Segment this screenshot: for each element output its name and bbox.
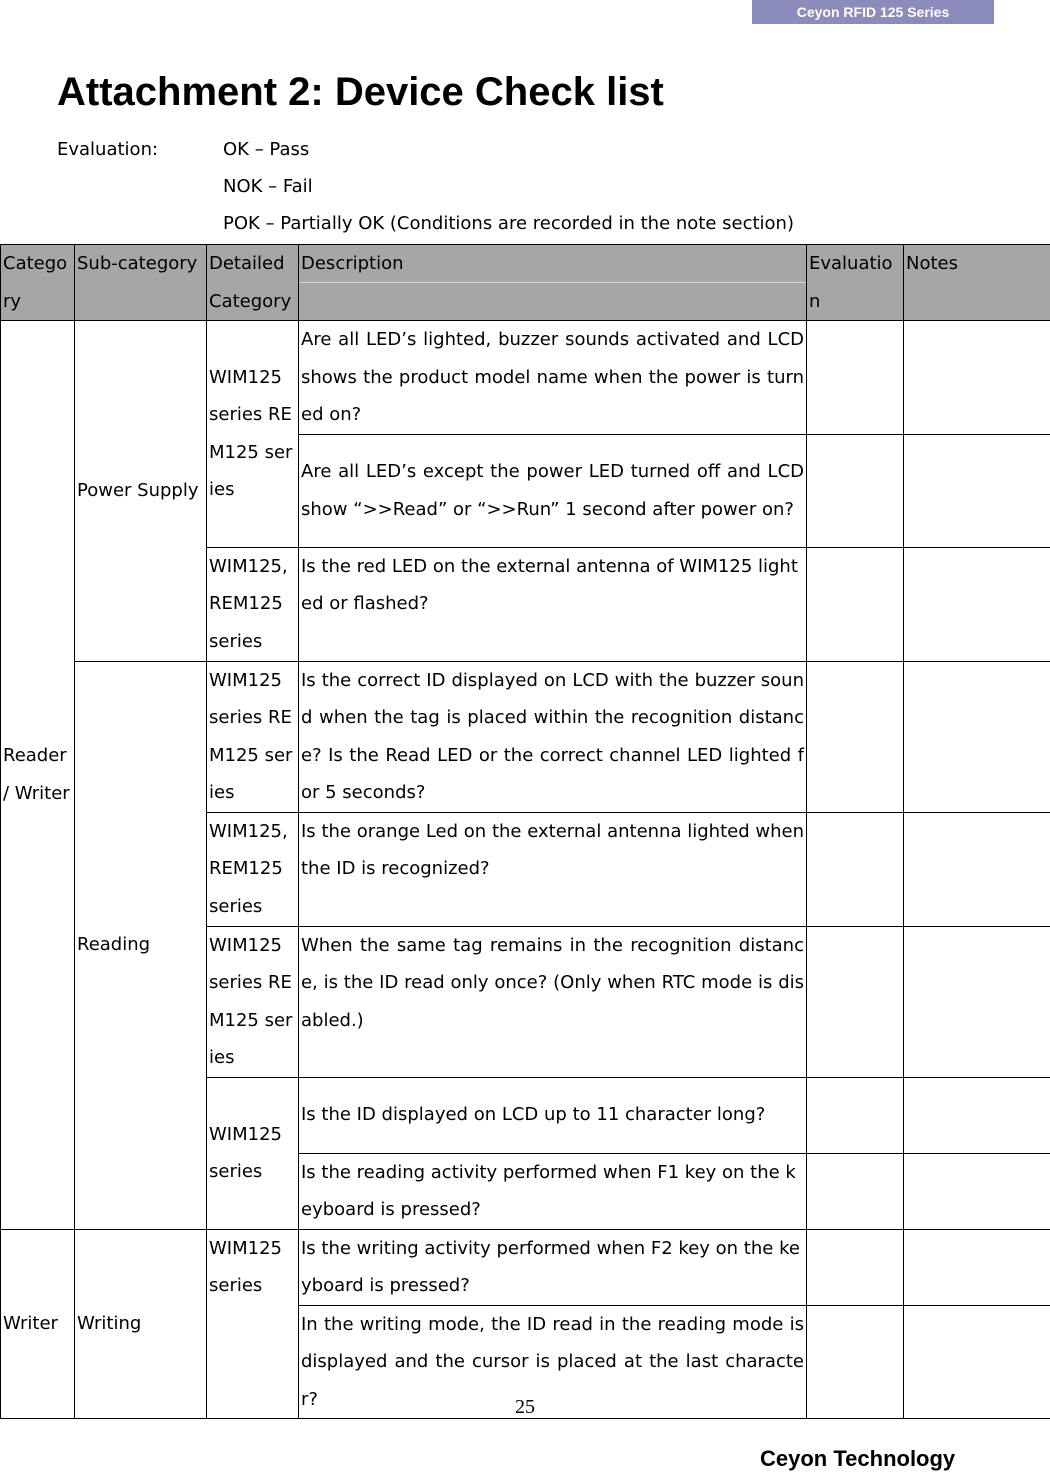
subcategory-cell: Writing — [75, 1229, 207, 1419]
detailed-category-cell: WIM125, REM125 series — [207, 547, 299, 661]
evaluation-cell[interactable] — [807, 926, 904, 1077]
description-cell: Are all LED’s lighted, buzzer sounds activated and LCD shows the product model name when the power is turned on? — [299, 321, 807, 435]
detailed-category-cell: WIM125 series REM125 series — [207, 321, 299, 548]
header-description — [299, 245, 807, 321]
evaluation-cell[interactable] — [807, 434, 904, 547]
device-check-table — [0, 244, 1050, 1419]
evaluation-cell[interactable] — [807, 812, 904, 926]
description-cell: Is the orange Led on the external antenna lighted when the ID is recognized? — [299, 812, 807, 926]
detailed-category-cell: WIM125 series — [207, 1077, 299, 1229]
table-row — [1, 661, 1050, 812]
detailed-category-cell: WIM125, REM125 series — [207, 812, 299, 926]
evaluation-pok: POK – Partially OK (Conditions are recorded in the note section) — [223, 213, 794, 234]
evaluation-label: Evaluation: — [57, 139, 159, 160]
notes-cell[interactable] — [904, 1077, 1050, 1153]
category-cell: Reader / Writer — [1, 321, 75, 1230]
page-number: 25 — [515, 1396, 535, 1418]
evaluation-cell[interactable] — [807, 547, 904, 661]
description-cell: Is the writing activity performed when F2 key on the keyboard is pressed? — [299, 1229, 807, 1305]
evaluation-cell[interactable] — [807, 321, 904, 435]
page-title: Attachment 2: Device Check list — [57, 70, 664, 114]
header-evaluation: Evaluation — [807, 245, 904, 321]
evaluation-nok: NOK – Fail — [223, 176, 313, 197]
description-cell: Is the red LED on the external antenna of WIM125 lighted or flashed? — [299, 547, 807, 661]
header-description-label: Description — [299, 245, 806, 283]
notes-cell[interactable] — [904, 434, 1050, 547]
detailed-category-cell: WIM125 series REM125 series — [207, 926, 299, 1077]
evaluation-cell[interactable] — [807, 1153, 904, 1229]
notes-cell[interactable] — [904, 1229, 1050, 1305]
notes-cell[interactable] — [904, 547, 1050, 661]
evaluation-ok: OK – Pass — [223, 139, 310, 160]
series-header-tab: Ceyon RFID 125 Series — [752, 0, 994, 24]
header-sub-category: Sub-category — [75, 245, 207, 321]
detailed-category-cell: WIM125 series REM125 series — [207, 661, 299, 812]
evaluation-cell[interactable] — [807, 661, 904, 812]
table-row — [1, 1229, 1050, 1305]
notes-cell[interactable] — [904, 1153, 1050, 1229]
description-cell: Is the reading activity performed when F1 key on the keyboard is pressed? — [299, 1153, 807, 1229]
footer-company: Ceyon Technology — [760, 1446, 956, 1471]
header-category: Category — [1, 245, 75, 321]
header-detailed-category: Detailed Category — [207, 245, 299, 321]
subcategory-cell: Power Supply — [75, 321, 207, 662]
description-cell: In the writing mode, the ID read in the reading mode is displayed and the cursor is placed at the last character? — [299, 1305, 807, 1419]
header-notes: Notes — [904, 245, 1050, 321]
description-cell: Are all LED’s except the power LED turned off and LCD show “>>Read” or “>>Run” 1 second after power on? — [299, 434, 807, 547]
evaluation-cell[interactable] — [807, 1077, 904, 1153]
detailed-category-cell: WIM125 series — [207, 1229, 299, 1419]
notes-cell[interactable] — [904, 926, 1050, 1077]
table-header-row — [1, 245, 1050, 321]
description-cell: Is the ID displayed on LCD up to 11 character long? — [299, 1077, 807, 1153]
notes-cell[interactable] — [904, 812, 1050, 926]
table-row — [1, 321, 1050, 435]
notes-cell[interactable] — [904, 321, 1050, 435]
notes-cell[interactable] — [904, 661, 1050, 812]
description-cell: When the same tag remains in the recognition distance, is the ID read only once? (Only when RTC mode is disabled.) — [299, 926, 807, 1077]
evaluation-cell[interactable] — [807, 1229, 904, 1305]
subcategory-cell: Reading — [75, 661, 207, 1229]
category-cell: Writer — [1, 1229, 75, 1419]
description-cell: Is the correct ID displayed on LCD with the buzzer sound when the tag is placed within the recognition distance? Is the Read LED or the correct channel LED lighted for 5 seconds? — [299, 661, 807, 812]
